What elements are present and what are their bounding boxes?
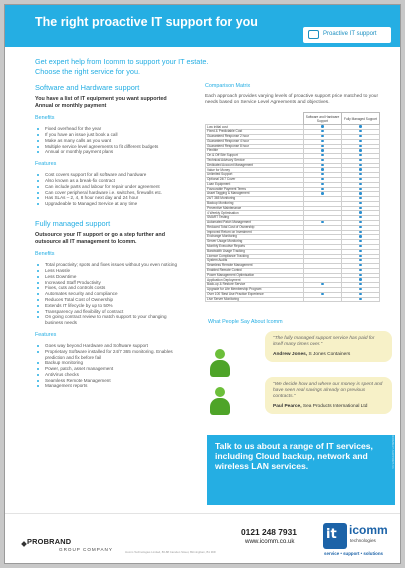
list-item: AntiVirus checks — [35, 372, 185, 378]
footer-divider — [5, 513, 401, 514]
left-column — [35, 83, 185, 393]
testimonial-quote: "The fully managed support service has paid for itself many times over." — [273, 336, 375, 347]
person-icon — [210, 387, 230, 415]
service-tag — [303, 27, 391, 43]
testimonials-heading: What People Say About Icomm — [208, 319, 283, 325]
list-item: Upgradeable to Managed Service at any time — [35, 201, 185, 207]
included-dot-icon — [321, 188, 323, 190]
software-lead: You have a list of IT equipment you want supported Annual or monthly payment — [35, 96, 167, 109]
included-dot-icon — [321, 221, 323, 223]
comparison-row-label: Preventive Maintenance — [206, 206, 304, 211]
comparison-row-label: Improved Return on Investment — [206, 230, 304, 235]
comparison-col-managed: Fully Managed Support — [342, 113, 380, 125]
list-item: Goes way beyond Hardware and Software support — [35, 343, 185, 349]
list-item: Extends IT lifecycle by up to 50% — [35, 303, 185, 309]
icomm-logo-subtitle: technologies — [350, 538, 376, 543]
included-dot-icon — [359, 269, 361, 271]
included-dot-icon — [321, 192, 323, 194]
comparison-table — [205, 112, 380, 302]
testimonial-quote: "We decide how and where our money is spent and have seen real savings already on previous contracts." — [273, 382, 383, 399]
included-dot-icon — [359, 283, 361, 285]
managed-heading: Fully managed support — [35, 218, 111, 228]
comparison-row-label: Application Deployment — [206, 278, 304, 283]
comparison-row-label: Exchange Monitoring — [206, 235, 304, 240]
included-dot-icon — [359, 168, 361, 170]
included-dot-icon — [359, 178, 361, 180]
comparison-row-label: Power Management Optimisation — [206, 273, 304, 278]
included-dot-icon — [359, 197, 361, 199]
comparison-row-label: Back-up & Restore Service — [206, 283, 304, 288]
software-benefits-heading: Benefits — [35, 115, 55, 122]
included-dot-icon — [359, 298, 361, 300]
included-dot-icon — [359, 130, 361, 132]
header-banner — [5, 5, 401, 47]
list-item: Reduces Total Cost of Ownership — [35, 297, 185, 303]
comparison-row-label: SMART Testing — [206, 216, 304, 221]
included-dot-icon — [359, 259, 361, 261]
comparison-row-label: Optional 24/7 Cover — [206, 178, 304, 183]
comparison-row-label: Upgrade for Life Membership Program — [206, 287, 304, 292]
comparison-row-label: Asset Tagging & Management — [206, 192, 304, 197]
comparison-row-label: Seamless Remote Management — [206, 264, 304, 269]
included-dot-icon — [359, 264, 361, 266]
comparison-header-blank — [206, 113, 304, 125]
comparison-row-label: Favourable Payment Terms — [206, 187, 304, 192]
intro-line-2: Choose the right service for you. — [35, 67, 141, 76]
list-item: Has SLAs – 2, 4, 8 hour next day and 24 hour — [35, 195, 185, 201]
list-item: Cost covers support for all software and hardware — [35, 172, 185, 178]
software-cell — [304, 297, 342, 302]
included-dot-icon — [321, 125, 323, 127]
included-dot-icon — [359, 154, 361, 156]
included-dot-icon — [321, 168, 323, 170]
website-link[interactable]: www.icomm.co.uk — [245, 538, 295, 545]
included-dot-icon — [359, 245, 361, 247]
comparison-row-label: Loan Equipment — [206, 182, 304, 187]
comparison-heading: Comparison Matrix — [205, 83, 251, 89]
included-dot-icon — [321, 159, 323, 161]
probrand-logo: PROBRAND — [27, 537, 72, 546]
comparison-row-label: On & Off Site Support — [206, 154, 304, 159]
included-dot-icon — [359, 164, 361, 166]
list-item: Can cover peripheral hardware i.e. switches, firewalls etc. — [35, 190, 185, 196]
included-dot-icon — [359, 173, 361, 175]
included-dot-icon — [359, 125, 361, 127]
included-dot-icon — [321, 178, 323, 180]
comparison-intro: Each approach provides varying levels of proactive support price matched to your needs based on Service Level Agreements and objectives. — [205, 94, 379, 106]
included-dot-icon — [321, 154, 323, 156]
testimonial-author: Paul Pearce, Sea Products International Ltd — [273, 404, 368, 409]
comparison-row-label: Low initial cost — [206, 125, 304, 130]
right-column — [205, 83, 380, 302]
service-tag-label: Proactive IT support — [323, 31, 377, 37]
included-dot-icon — [359, 278, 361, 280]
included-dot-icon — [359, 293, 361, 295]
list-item: Power, patch, asset management — [35, 366, 185, 372]
comparison-row-label: Enabled Remote Control — [206, 268, 304, 273]
testimonial-card — [265, 377, 392, 414]
comparison-row-label: Backup Monitoring — [206, 201, 304, 206]
list-item: On going contract review to match support to your changing business needs — [35, 314, 185, 326]
managed-cell — [342, 297, 380, 302]
probrand-subtitle: GROUP COMPANY — [59, 547, 113, 552]
comparison-row-label: Technical Advisory Service — [206, 158, 304, 163]
included-dot-icon — [321, 293, 323, 295]
included-dot-icon — [321, 135, 323, 137]
included-dot-icon — [359, 135, 361, 137]
list-item: Increased Staff Productivity — [35, 280, 185, 286]
comparison-row-label: 4 Weekly Optimisation — [206, 211, 304, 216]
table-row — [206, 297, 380, 302]
comparison-row-label: Automated Patch Management — [206, 221, 304, 226]
comparison-row-label: Server Usage Monitoring — [206, 240, 304, 245]
included-dot-icon — [321, 145, 323, 147]
monitor-icon — [308, 30, 319, 39]
icomm-logo-word: icomm — [349, 523, 388, 537]
list-item: Seamless Remote Management — [35, 378, 185, 384]
list-item: Automates security and compliance — [35, 291, 185, 297]
included-dot-icon — [359, 183, 361, 185]
included-dot-icon — [359, 255, 361, 257]
included-dot-icon — [359, 231, 361, 233]
list-item: Also known as a break-fix contract — [35, 178, 185, 184]
comparison-col-software: Software and Hardware Support — [304, 113, 342, 125]
comparison-row-label: Monthly Executive Reports — [206, 244, 304, 249]
comparison-row-label: Unlimited Support — [206, 173, 304, 178]
managed-benefits-heading: Benefits — [35, 251, 55, 258]
side-code: ICOMM-IT-SUPPORT-V1 — [391, 435, 395, 469]
cta-box — [207, 435, 395, 505]
included-dot-icon — [359, 140, 361, 142]
included-dot-icon — [359, 274, 361, 276]
included-dot-icon — [321, 283, 323, 285]
list-item: Can include parts and labour for repair under agreement — [35, 184, 185, 190]
list-item: Transparency and flexibility of contract — [35, 309, 185, 315]
included-dot-icon — [359, 235, 361, 237]
list-item: Total proactivity; spots and fixes issues without you even noticing — [35, 262, 185, 268]
included-dot-icon — [359, 192, 361, 194]
list-item: Annual or monthly payment plans — [35, 149, 185, 155]
comparison-row-label: Guaranteed Response 2 hour — [206, 134, 304, 139]
list-item: Fixes, cuts and controls costs — [35, 285, 185, 291]
list-item: Multiple service level agreements to fit different budgets — [35, 144, 185, 150]
software-features-heading: Features — [35, 161, 57, 168]
included-dot-icon — [359, 216, 361, 218]
software-heading: Software and Hardware support — [35, 83, 140, 92]
software-features-list — [35, 172, 185, 207]
included-dot-icon — [321, 183, 323, 185]
comparison-header-row — [206, 113, 380, 125]
comparison-row-label: Guaranteed Response 4 hour — [206, 139, 304, 144]
cta-text: Talk to us about a range of IT services, including Cloud backup, network and wireless LAN services. — [215, 441, 373, 472]
included-dot-icon — [359, 159, 361, 161]
list-item: Less Downtime — [35, 274, 185, 280]
included-dot-icon — [359, 250, 361, 252]
included-dot-icon — [359, 211, 361, 213]
included-dot-icon — [359, 149, 361, 151]
list-item: Fixed overhead for the year — [35, 126, 185, 132]
included-dot-icon — [321, 130, 323, 132]
included-dot-icon — [321, 149, 323, 151]
included-dot-icon — [359, 207, 361, 209]
included-dot-icon — [321, 164, 323, 166]
phone-number[interactable]: 0121 248 7931 — [241, 527, 297, 537]
page-title: The right proactive IT support for you — [35, 15, 258, 29]
included-dot-icon — [359, 221, 361, 223]
comparison-row-label: Live Server Monitoring — [206, 297, 304, 302]
comparison-row-label: Over 100 'Best Use Practice Experience — [206, 292, 304, 297]
list-item: Proprietary Software installed for 24/7 365 monitoring. Enables prediction and fix before fail — [35, 349, 185, 361]
comparison-row-label: System Audits — [206, 259, 304, 264]
legal-address: Icomm Technologies Limited, 86-88 Camden Street, Birmingham, B1 3DF — [125, 550, 217, 554]
icomm-logo-icon: it — [323, 523, 347, 549]
included-dot-icon — [359, 202, 361, 204]
comparison-row-label: Guaranteed Response 8 hour — [206, 144, 304, 149]
intro-line-1: Get expert help from Icomm to support your IT estate. — [35, 57, 209, 66]
comparison-row-label: 24/7 365 Monitoring — [206, 197, 304, 202]
comparison-row-label: Licence Compliance Tracking — [206, 254, 304, 259]
comparison-row-label: Fixed & Predictable Cost — [206, 130, 304, 135]
managed-lead: Outsource your IT support or go a step further and outsource all IT management to Icomm. — [35, 231, 165, 245]
managed-features-heading: Features — [35, 331, 57, 338]
comparison-row-label: Flexible — [206, 149, 304, 154]
software-benefits-list — [35, 126, 185, 155]
comparison-row-label: Reduced Total Cost of Ownership — [206, 225, 304, 230]
testimonial-author: Andrew Jones, S Jones Containers — [273, 352, 351, 357]
comparison-row-label: Dedicated Account Management — [206, 163, 304, 168]
included-dot-icon — [359, 240, 361, 242]
testimonial-card — [265, 331, 392, 362]
icomm-tagline: service • support • solutions — [324, 551, 383, 556]
list-item: If you have an issue just book a call — [35, 132, 185, 138]
included-dot-icon — [321, 140, 323, 142]
included-dot-icon — [359, 226, 361, 228]
included-dot-icon — [321, 173, 323, 175]
list-item: Management reports — [35, 383, 185, 389]
person-icon — [210, 349, 230, 377]
probrand-mark-icon — [21, 541, 27, 547]
managed-benefits-list — [35, 262, 185, 326]
list-item: Make as many calls as you want — [35, 138, 185, 144]
comparison-row-label: Value for Money — [206, 168, 304, 173]
list-item: Less Hassle — [35, 268, 185, 274]
included-dot-icon — [359, 188, 361, 190]
included-dot-icon — [359, 288, 361, 290]
list-item: Backup monitoring — [35, 360, 185, 366]
included-dot-icon — [359, 145, 361, 147]
managed-features-list — [35, 343, 185, 389]
comparison-row-label: Bandwidth Usage Tracking — [206, 249, 304, 254]
intro-text — [35, 57, 365, 77]
document-page — [4, 4, 401, 564]
